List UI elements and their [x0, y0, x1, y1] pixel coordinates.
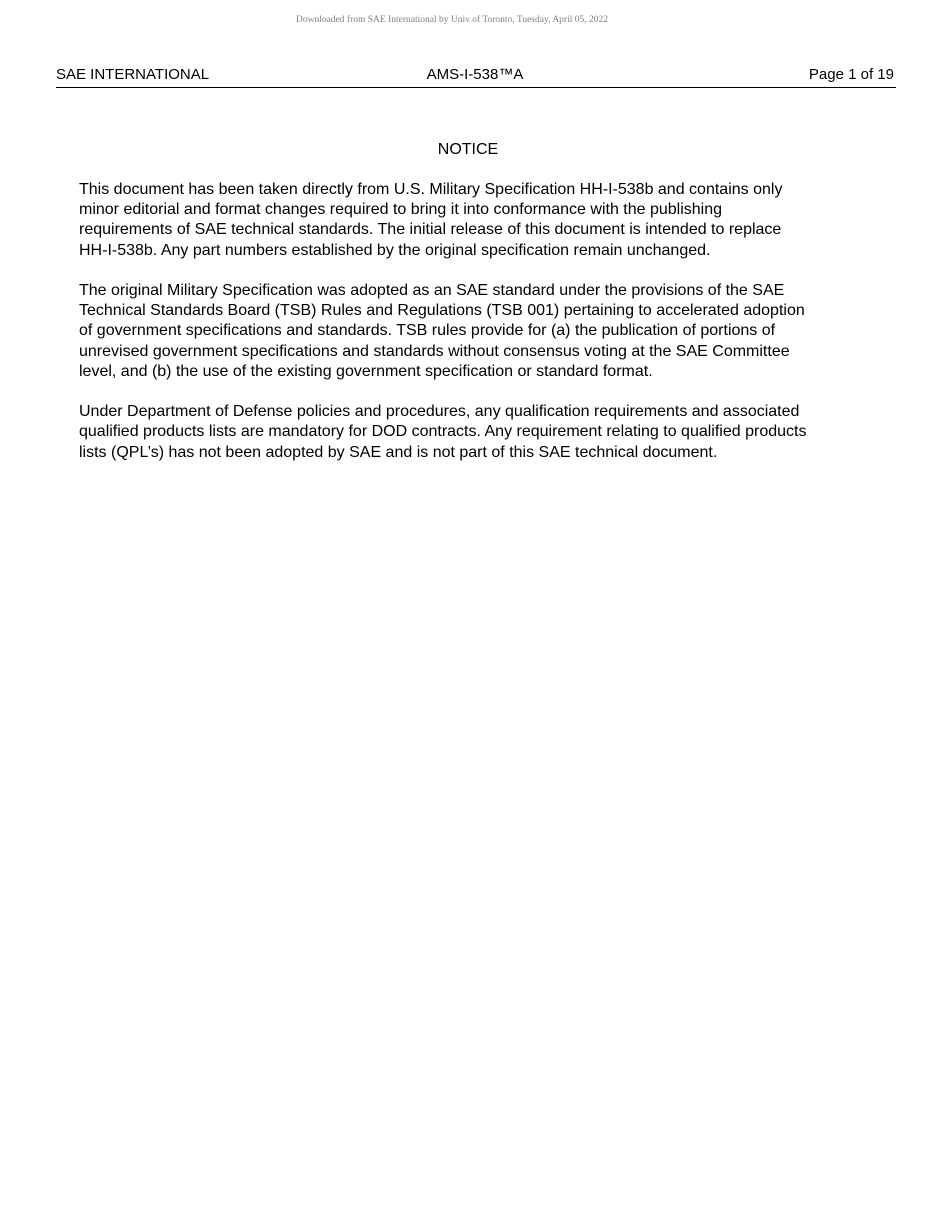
document-number: AMS-I-538™A [426, 66, 524, 83]
organization-name: SAE INTERNATIONAL [56, 66, 210, 83]
notice-title: NOTICE [437, 141, 499, 158]
download-watermark: Downloaded from SAE International by Univ of Toronto, Tuesday, April 05, 2022 [295, 15, 608, 25]
notice-paragraph: This document has been taken directly from U.S. Military Specification HH-I-538b and contains only minor editorial and format changes required to bring it into conformance with the publishing requirements of SAE technical standards. The initial release of this document is intended to replace HH-I-538b. Any part numbers established by the original specification remain unchanged. [79, 181, 783, 259]
notice-paragraph: The original Military Specification was adopted as an SAE standard under the provisions of the SAE Technical Standards Board (TSB) Rules and Regulations (TSB 001) pertaining to accelerated adoption of government specifications and standards. TSB rules provide for (a) the publication of portions of unrevised government specifications and standards without consensus voting at the SAE Committee level, and (b) the use of the existing government specification or standard format. [79, 282, 805, 380]
notice-body [79, 180, 869, 483]
notice-paragraph: Under Department of Defense policies and procedures, any qualification requirements and associated qualified products lists are mandatory for DOD contracts. Any requirement relating to qualified products lists (QPL’s) has not been adopted by SAE and is not part of this SAE technical document. [79, 403, 807, 461]
page-number: Page 1 of 19 [808, 66, 894, 83]
running-header [56, 66, 896, 88]
